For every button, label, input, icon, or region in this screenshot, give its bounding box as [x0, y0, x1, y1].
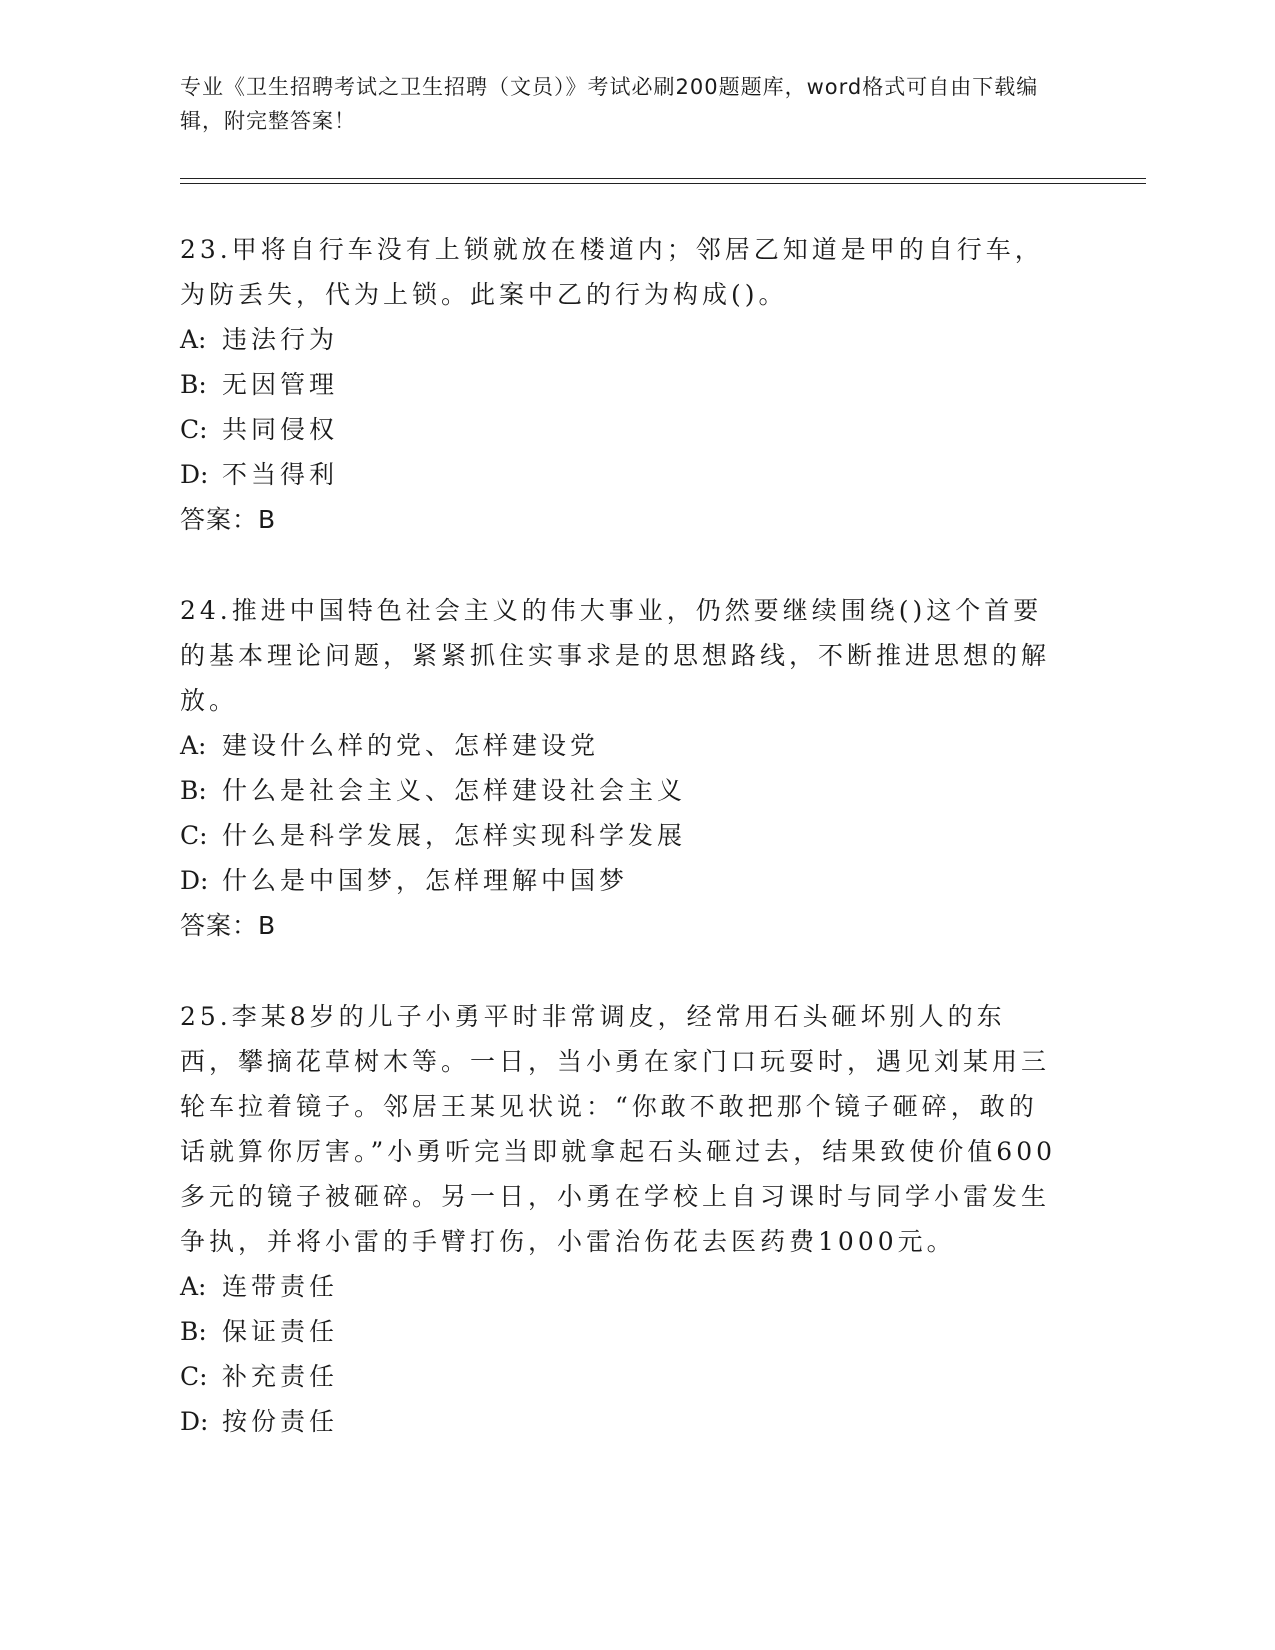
answer-line: 答案：B	[180, 505, 277, 534]
option-b	[180, 362, 1060, 407]
option-key: B:	[180, 370, 207, 399]
option-d	[180, 452, 1060, 497]
option-key: B:	[180, 1317, 207, 1346]
header-divider-top	[180, 178, 1146, 179]
option-key: C:	[180, 821, 208, 850]
option-b	[180, 1309, 1060, 1354]
option-key: D:	[180, 460, 209, 489]
option-key: A:	[180, 325, 207, 354]
option-text: 什么是中国梦，怎样理解中国梦	[222, 866, 629, 895]
option-text: 无因管理	[222, 370, 339, 399]
option-a	[180, 317, 1060, 362]
option-text: 保证责任	[222, 1317, 339, 1346]
option-d	[180, 1399, 1060, 1444]
option-c	[180, 813, 1060, 858]
option-a	[180, 1264, 1060, 1309]
question-stem: 23.甲将自行车没有上锁就放在楼道内；邻居乙知道是甲的自行车，为防丢失，代为上锁。此案中乙的行为构成()。	[180, 235, 1044, 309]
option-text: 什么是社会主义、怎样建设社会主义	[222, 776, 687, 805]
option-text: 按份责任	[222, 1407, 339, 1436]
option-text: 建设什么样的党、怎样建设党	[222, 731, 600, 760]
option-text: 连带责任	[222, 1272, 339, 1301]
option-key: A:	[180, 1272, 207, 1301]
option-c	[180, 407, 1060, 452]
option-key: D:	[180, 1407, 209, 1436]
option-key: C:	[180, 1362, 208, 1391]
option-key: A:	[180, 731, 207, 760]
option-c	[180, 1354, 1060, 1399]
question-stem: 24.推进中国特色社会主义的伟大事业，仍然要继续围绕()这个首要的基本理论问题，紧紧抓住实事求是的思想路线，不断推进思想的解放。	[180, 596, 1051, 715]
option-text: 什么是科学发展，怎样实现科学发展	[222, 821, 687, 850]
header-divider-bottom	[180, 183, 1146, 184]
question-stem: 25.李某8岁的儿子小勇平时非常调皮，经常用石头砸坏别人的东西，攀摘花草树木等。一日，当小勇在家门口玩耍时，遇见刘某用三轮车拉着镜子。邻居王某见状说：“你敢不敢把那个镜子砸碎，敢的话就算你厉害。”小勇听完当即就拿起石头砸过去，结果致使价值600多元的镜子被砸碎。另一日，小勇在学校上自习课时与同学小雷发生争执，并将小雷的手臂打伤，小雷治伤花去医药费1000元。	[180, 1002, 1057, 1256]
option-key: C:	[180, 415, 208, 444]
option-text: 补充责任	[222, 1362, 339, 1391]
answer-line: 答案：B	[180, 911, 277, 940]
question-24	[180, 588, 1060, 948]
option-a	[180, 723, 1060, 768]
option-d	[180, 858, 1060, 903]
option-key: B:	[180, 776, 207, 805]
document-header: 专业《卫生招聘考试之卫生招聘（文员）》考试必刷200题题库，word格式可自由下载编辑，附完整答案！	[180, 75, 1039, 133]
question-23	[180, 227, 1060, 542]
option-text: 不当得利	[222, 460, 339, 489]
option-text: 共同侵权	[222, 415, 339, 444]
option-text: 违法行为	[222, 325, 339, 354]
option-b	[180, 768, 1060, 813]
option-key: D:	[180, 866, 209, 895]
question-25	[180, 994, 1060, 1444]
question-list	[180, 227, 1060, 1490]
